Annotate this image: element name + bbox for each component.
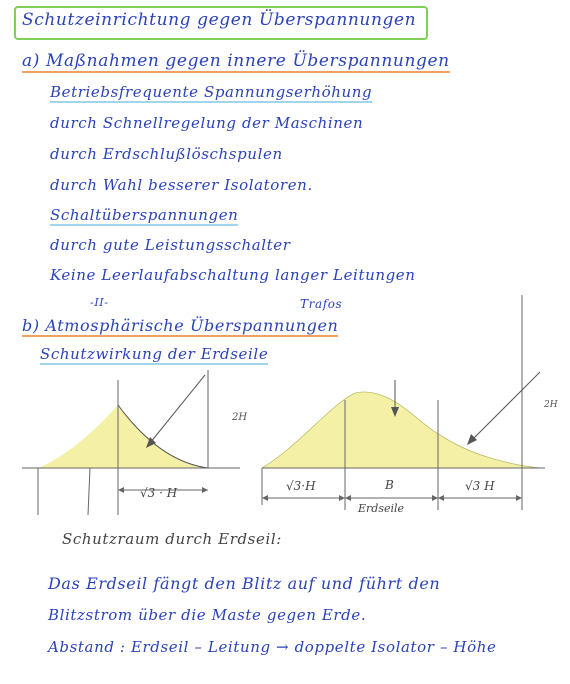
left-height-label: 2H [232, 412, 248, 423]
left-dim-arrow-r [202, 487, 208, 493]
conclusion-line-2: Blitzstrom über die Maste gegen Erde. [48, 606, 367, 624]
section-b-heading: b) Atmosphärische Überspannungen [22, 316, 339, 335]
section-a-line-6: durch gute Leistungsschalter [50, 236, 291, 254]
right-lightning-diag-arrowhead [467, 434, 477, 445]
right-dim-arrow-3 [345, 495, 351, 501]
section-a-line-5: Schaltüberspannungen [50, 206, 239, 224]
right-dim-arrow-5 [438, 495, 444, 501]
ditto-text: Trafos [300, 297, 343, 311]
right-dim-right-label: √3 H [465, 479, 495, 493]
left-lightning-line [150, 375, 205, 443]
left-dim-label: √3 · H [140, 486, 178, 500]
section-a-line-4: durch Wahl besserer Isolatoren. [50, 176, 313, 194]
right-dim-left-label: √3·H [286, 479, 316, 493]
ditto-mark: -II- [90, 296, 109, 309]
page-title: Schutzeinrichtung gegen Überspannungen [22, 10, 417, 30]
section-a-line-3: durch Erdschlußlöschspulen [50, 145, 283, 163]
right-dim-mid-sub-label: Erdseile [358, 502, 405, 515]
right-lightning-diag [472, 372, 540, 440]
left-tick-b [88, 468, 90, 515]
right-dim-arrow-6 [516, 495, 522, 501]
section-a-line-7: Keine Leerlaufabschaltung langer Leitungen [50, 266, 416, 284]
right-height-label: 2H [544, 400, 558, 410]
right-dim-arrow-1 [262, 495, 268, 501]
right-dim-arrow-4 [432, 495, 438, 501]
section-a-heading: a) Maßnahmen gegen innere Überspannungen [22, 51, 450, 71]
schutzraum-label: Schutzraum durch Erdseil: [62, 530, 282, 548]
section-a-line-1: Betriebsfrequente Spannungserhöhung [50, 83, 373, 101]
right-protection-zone [262, 392, 540, 468]
left-dim-arrow-l [118, 487, 124, 493]
erdseil-protection-diagram [0, 285, 570, 525]
left-protection-zone [38, 405, 208, 468]
section-a-line-2: durch Schnellregelung der Maschinen [50, 114, 364, 132]
conclusion-line-3: Abstand : Erdseil – Leitung → doppelte Isolator – Höhe [48, 638, 497, 656]
section-b-subheading: Schutzwirkung der Erdseile [40, 345, 269, 363]
right-dim-arrow-2 [339, 495, 345, 501]
conclusion-line-1: Das Erdseil fängt den Blitz auf und führt den [48, 574, 441, 593]
right-dim-mid-label: B [385, 478, 394, 492]
